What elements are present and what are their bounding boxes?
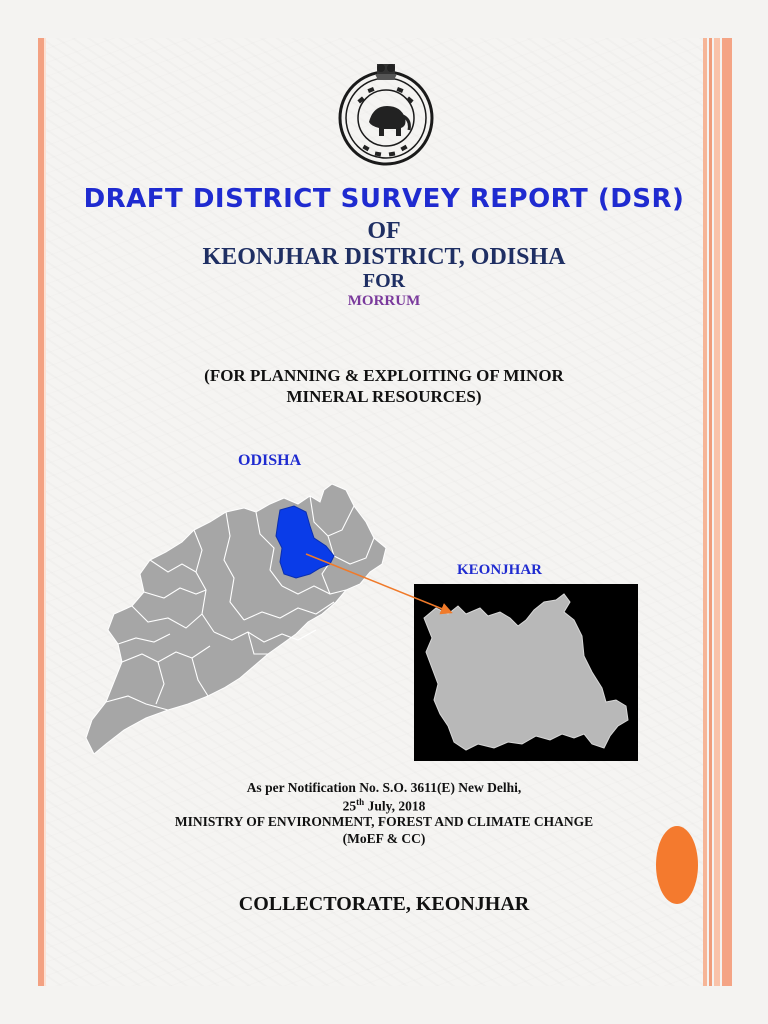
date-suffix: th (356, 797, 365, 807)
purpose-line-2: MINERAL RESOURCES) (286, 387, 482, 406)
state-map-label: ODISHA (238, 452, 302, 469)
issuer-heading: COLLECTORATE, KEONJHAR (238, 893, 530, 915)
decorative-orange-oval (656, 826, 698, 904)
notification-line: As per Notification No. S.O. 3611(E) New Delhi, (246, 780, 522, 795)
pointer-arrow (300, 540, 460, 620)
district-map-label: KEONJHAR (457, 562, 543, 578)
mineral-name: MORRUM (347, 293, 421, 309)
purpose-line-1: (FOR PLANNING & EXPLOITING OF MINOR (204, 366, 564, 385)
date-day: 25 (342, 798, 357, 814)
ministry-name: MINISTRY OF ENVIRONMENT, FOREST AND CLIMATE CHANGE (174, 814, 594, 829)
ministry-abbreviation: (MoEF & CC) (342, 831, 426, 846)
notification-date (0, 797, 768, 815)
district-heading: KEONJHAR DISTRICT, ODISHA (202, 244, 566, 270)
odisha-state-emblem-icon (331, 60, 441, 170)
of-label: OF (367, 218, 401, 244)
for-label: FOR (362, 270, 406, 292)
date-rest: July, 2018 (364, 798, 426, 814)
report-title: DRAFT DISTRICT SURVEY REPORT (DSR) (83, 184, 685, 214)
